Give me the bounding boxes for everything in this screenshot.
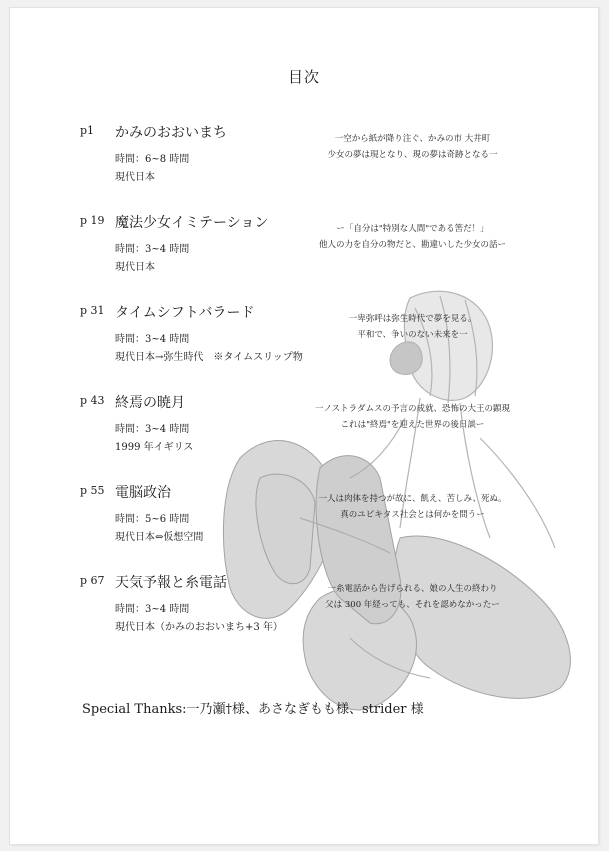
toc-play-time: 時間：3~4 時間: [115, 244, 190, 255]
page-title: 目次: [287, 68, 320, 86]
toc-blurb-line-2: 少女の夢は現となり、現の夢は奇跡となる一: [327, 150, 498, 160]
toc-page-number: p 67: [80, 574, 105, 587]
toc-story-title: 電脳政治: [115, 485, 171, 501]
toc-page-number: p 55: [80, 484, 105, 497]
toc-entry: [80, 122, 560, 202]
toc-play-time: 時間：5~6 時間: [115, 514, 190, 525]
toc-story-title: 魔法少女イミテーション: [115, 215, 269, 231]
toc-story-title: かみのおおいまち: [115, 125, 227, 141]
toc-page-number: p1: [80, 124, 95, 137]
toc-page-number: p 43: [80, 394, 105, 407]
toc-blurb-line-2: 他人の力を自分の物だと、勘違いした少女の話ー: [318, 240, 506, 250]
toc-story-title: 終焉の暁月: [115, 395, 185, 411]
toc-setting: 現代日本: [115, 262, 155, 273]
toc-play-time: 時間：6~8 時間: [115, 154, 190, 165]
toc-story-title: 天気予報と糸電話: [115, 575, 227, 591]
toc-blurb-line-1: 一人は肉体を持つが故に、飢え、苦しみ、死ぬ。: [318, 494, 507, 504]
toc-play-time: 時間：3~4 時間: [115, 334, 190, 345]
toc-blurb-line-1: ー「自分は"特別な人間"である筈だ！」: [336, 224, 489, 234]
toc-page-number: p 31: [80, 304, 105, 317]
toc-setting: 現代日本（かみのおおいまち+3 年）: [115, 622, 283, 633]
document-page: [10, 8, 598, 844]
toc-blurb-line-2: 真のユビキタス社会とは何かを問うー: [340, 510, 485, 520]
toc-blurb-line-2: 平和で、争いのない未来を一: [357, 330, 468, 340]
toc-setting: 1999 年イギリス: [115, 442, 194, 453]
toc-page-number: p 19: [80, 214, 105, 227]
toc-blurb-line-1: 一空から紙が降り注ぐ、かみの市 大井町: [334, 134, 491, 144]
toc-entry: [80, 302, 560, 382]
toc-blurb-line-1: 一卑弥呼は弥生時代で夢を見る。: [348, 314, 477, 324]
special-thanks: Special Thanks:一乃瀬†様、あさなぎもも様、strider 様: [82, 702, 424, 717]
toc-entry: [80, 392, 560, 472]
toc-play-time: 時間：3~4 時間: [115, 424, 190, 435]
toc-setting: 現代日本⇔仮想空間: [115, 532, 204, 543]
toc-setting: 現代日本: [115, 172, 155, 183]
toc-setting: 現代日本→弥生時代 ※タイムスリップ物: [115, 352, 303, 363]
toc-story-title: タイムシフトバラード: [115, 305, 255, 321]
toc-play-time: 時間：3~4 時間: [115, 604, 190, 615]
toc-entry: [80, 572, 560, 652]
toc-entry: [80, 482, 560, 562]
toc-blurb-line-1: 一ノストラダムスの予言の成就、恐怖の大王の顕現: [314, 404, 511, 414]
toc-entry: [80, 212, 560, 292]
toc-blurb-line-2: これは"終焉"を迎えた世界の後日談ー: [340, 420, 485, 430]
toc-blurb-line-2: 父は 300 年経っても、それを認めなかったー: [325, 600, 500, 610]
toc-blurb-line-1: 一糸電話から告げられる、娘の人生の終わり: [327, 584, 498, 594]
